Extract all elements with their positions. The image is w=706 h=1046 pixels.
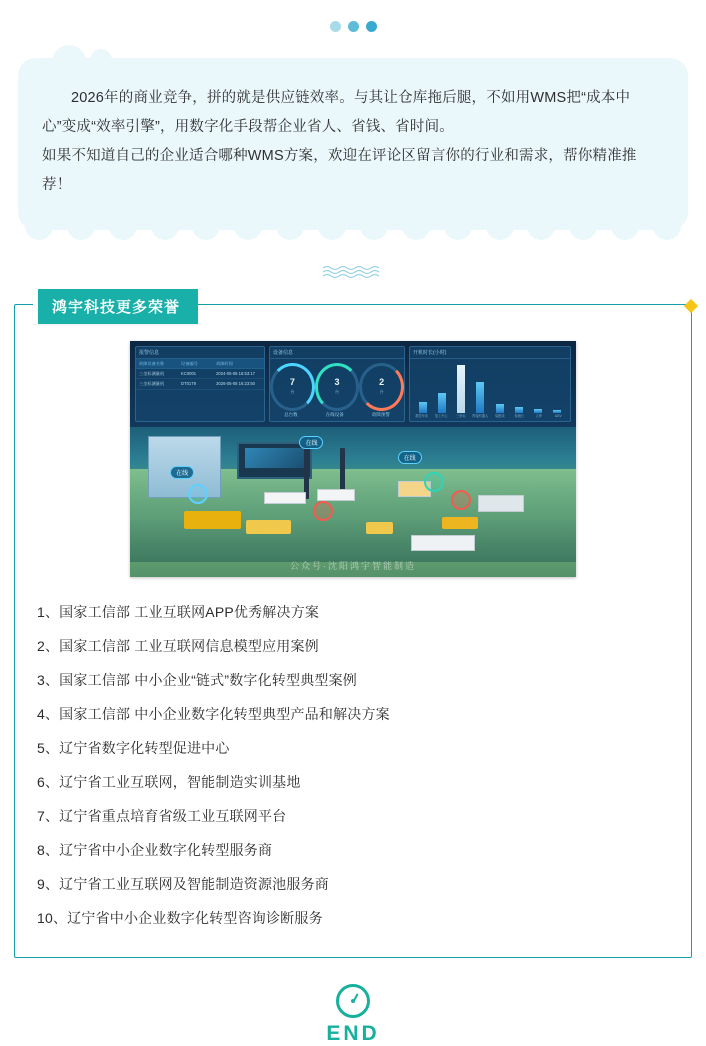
list-item: 4、国家工信部 中小企业数字化转型典型产品和解决方案 <box>37 706 390 722</box>
table-row <box>136 379 264 389</box>
list-item: 9、辽宁省工业互联网及智能制造资源池服务商 <box>37 876 329 892</box>
status-badge: 在线 <box>170 466 194 479</box>
honors-title: 鸿宇科技更多荣誉 <box>33 289 198 324</box>
alarm-table-header <box>136 359 264 369</box>
bar <box>476 382 484 414</box>
factory-machine <box>366 522 393 534</box>
honors-list <box>31 595 675 935</box>
gauge-online <box>315 363 360 411</box>
intro-paragraph-2: 如果不知道自己的企业适合哪种WMS方案，欢迎在评论区留言你的行业和需求，帮你精准推荐！ <box>42 148 637 193</box>
screenshot-watermark: 公众号·沈阳鸿宇智能制造 <box>290 561 416 571</box>
dot-dark-icon <box>366 21 377 32</box>
device-info-title: 设备信息 <box>270 347 404 359</box>
alarm-col-device: 故障设备名称 <box>139 360 165 366</box>
factory-equipment <box>478 495 525 512</box>
alarm-panel <box>135 346 265 422</box>
gauge-fault-unit: 台 <box>379 389 384 394</box>
status-ring-icon <box>313 501 333 521</box>
top-dots <box>0 0 706 32</box>
bar <box>438 393 446 414</box>
gauge-fault-value: 2 <box>379 377 385 387</box>
factory-equipment <box>317 489 355 502</box>
device-info-panel <box>269 346 405 422</box>
bar <box>515 407 523 413</box>
factory-machine <box>442 517 478 529</box>
factory-machine <box>246 520 291 534</box>
bar <box>553 410 561 414</box>
list-item: 5、辽宁省数字化转型促进中心 <box>37 740 230 756</box>
alarm-cell-device: 三坐标测量机 <box>139 380 165 386</box>
alarm-cell-device: 三坐标测量机 <box>139 370 165 376</box>
bar-label: 焊接机器人 <box>472 414 489 419</box>
gauge-fault <box>359 363 404 411</box>
list-item: 2、国家工信部 工业互联网信息模型应用案例 <box>37 638 319 654</box>
list-item: 8、辽宁省中小企业数字化转型服务商 <box>37 842 273 858</box>
factory-equipment <box>264 492 306 505</box>
bar-label: 三坐标 <box>455 414 466 419</box>
dot-mid-icon <box>348 21 359 32</box>
gauge-total <box>270 363 315 411</box>
gauge-label-total: 总台数 <box>284 412 298 417</box>
bar-label: 数控车床 <box>415 414 429 419</box>
dashboard-top-bar <box>130 341 576 427</box>
status-badge: 在线 <box>398 451 422 464</box>
bar <box>419 402 427 413</box>
status-ring-icon <box>451 490 471 510</box>
gauge-online-unit: 台 <box>335 389 339 394</box>
bar <box>496 404 504 413</box>
alarm-cell-code: DT0179 <box>181 380 196 386</box>
gauge-label-fault: 故障预警 <box>371 412 390 417</box>
runtime-chart-panel <box>409 346 571 422</box>
gauge-total-value: 7 <box>289 377 295 387</box>
end-block <box>0 984 706 1046</box>
runtime-bars <box>410 359 570 415</box>
alarm-cell-time: 2024-05-08 16:53:17 <box>216 370 255 376</box>
intro-card <box>18 58 688 230</box>
bar <box>534 409 542 414</box>
stopwatch-icon <box>336 984 370 1018</box>
wave-divider <box>0 264 706 280</box>
intro-paragraph-1: 2026年的商业竞争，拼的就是供应链效率。与其让仓库拖后腿，不如用WMS把“成本中心”变成“效率引擎”，用数字化手段帮企业省人、省钱、省时间。 <box>42 90 631 135</box>
bar <box>457 365 465 414</box>
alarm-col-code: 设备编号 <box>181 360 198 366</box>
alarm-cell-time: 2026-05-08 16:23:50 <box>216 380 255 386</box>
status-badge: 在线 <box>299 436 323 449</box>
dot-light-icon <box>330 21 341 32</box>
alarm-cell-code: KC0001 <box>181 370 197 376</box>
list-item: 7、辽宁省重点培育省级工业互联网平台 <box>37 808 287 824</box>
end-label: END <box>326 1022 380 1045</box>
gauge-label-online: 在线设备 <box>325 412 344 417</box>
list-item: 3、国家工信部 中小企业“链式”数字化转型典型案例 <box>37 672 357 688</box>
gauge-online-value: 3 <box>334 377 340 387</box>
bar-label: 加工中心 <box>434 414 448 419</box>
bar-label: 立库 <box>535 414 542 419</box>
factory-machine <box>184 511 242 529</box>
table-row <box>136 369 264 379</box>
factory-3d-view <box>130 427 576 577</box>
honors-section <box>14 299 692 958</box>
cloud-scallop-decoration <box>18 220 688 240</box>
alarm-panel-title: 报警信息 <box>136 347 264 359</box>
status-ring-icon <box>188 484 208 504</box>
device-gauges <box>270 359 404 412</box>
bar-label: 检测台 <box>514 414 525 419</box>
corner-marker-icon <box>684 299 698 313</box>
list-item: 1、国家工信部 工业互联网APP优秀解决方案 <box>37 604 320 620</box>
runtime-bar-labels <box>410 415 570 421</box>
factory-dashboard-screenshot <box>130 341 576 577</box>
intro-card-wrapper <box>18 58 688 230</box>
alarm-col-time: 故障时间 <box>216 360 233 366</box>
runtime-chart-title: 开机时长(小时) <box>410 347 570 359</box>
bar-label: 装配线 <box>494 414 505 419</box>
list-item: 10、辽宁省中小企业数字化转型咨询诊断服务 <box>37 910 323 926</box>
bar-label: AGV <box>554 414 562 419</box>
wave-icon <box>321 264 385 280</box>
device-gauge-labels <box>270 412 404 421</box>
list-item: 6、辽宁省工业互联网，智能制造实训基地 <box>37 774 301 790</box>
factory-equipment <box>411 535 475 551</box>
gauge-total-unit: 台 <box>290 389 295 394</box>
